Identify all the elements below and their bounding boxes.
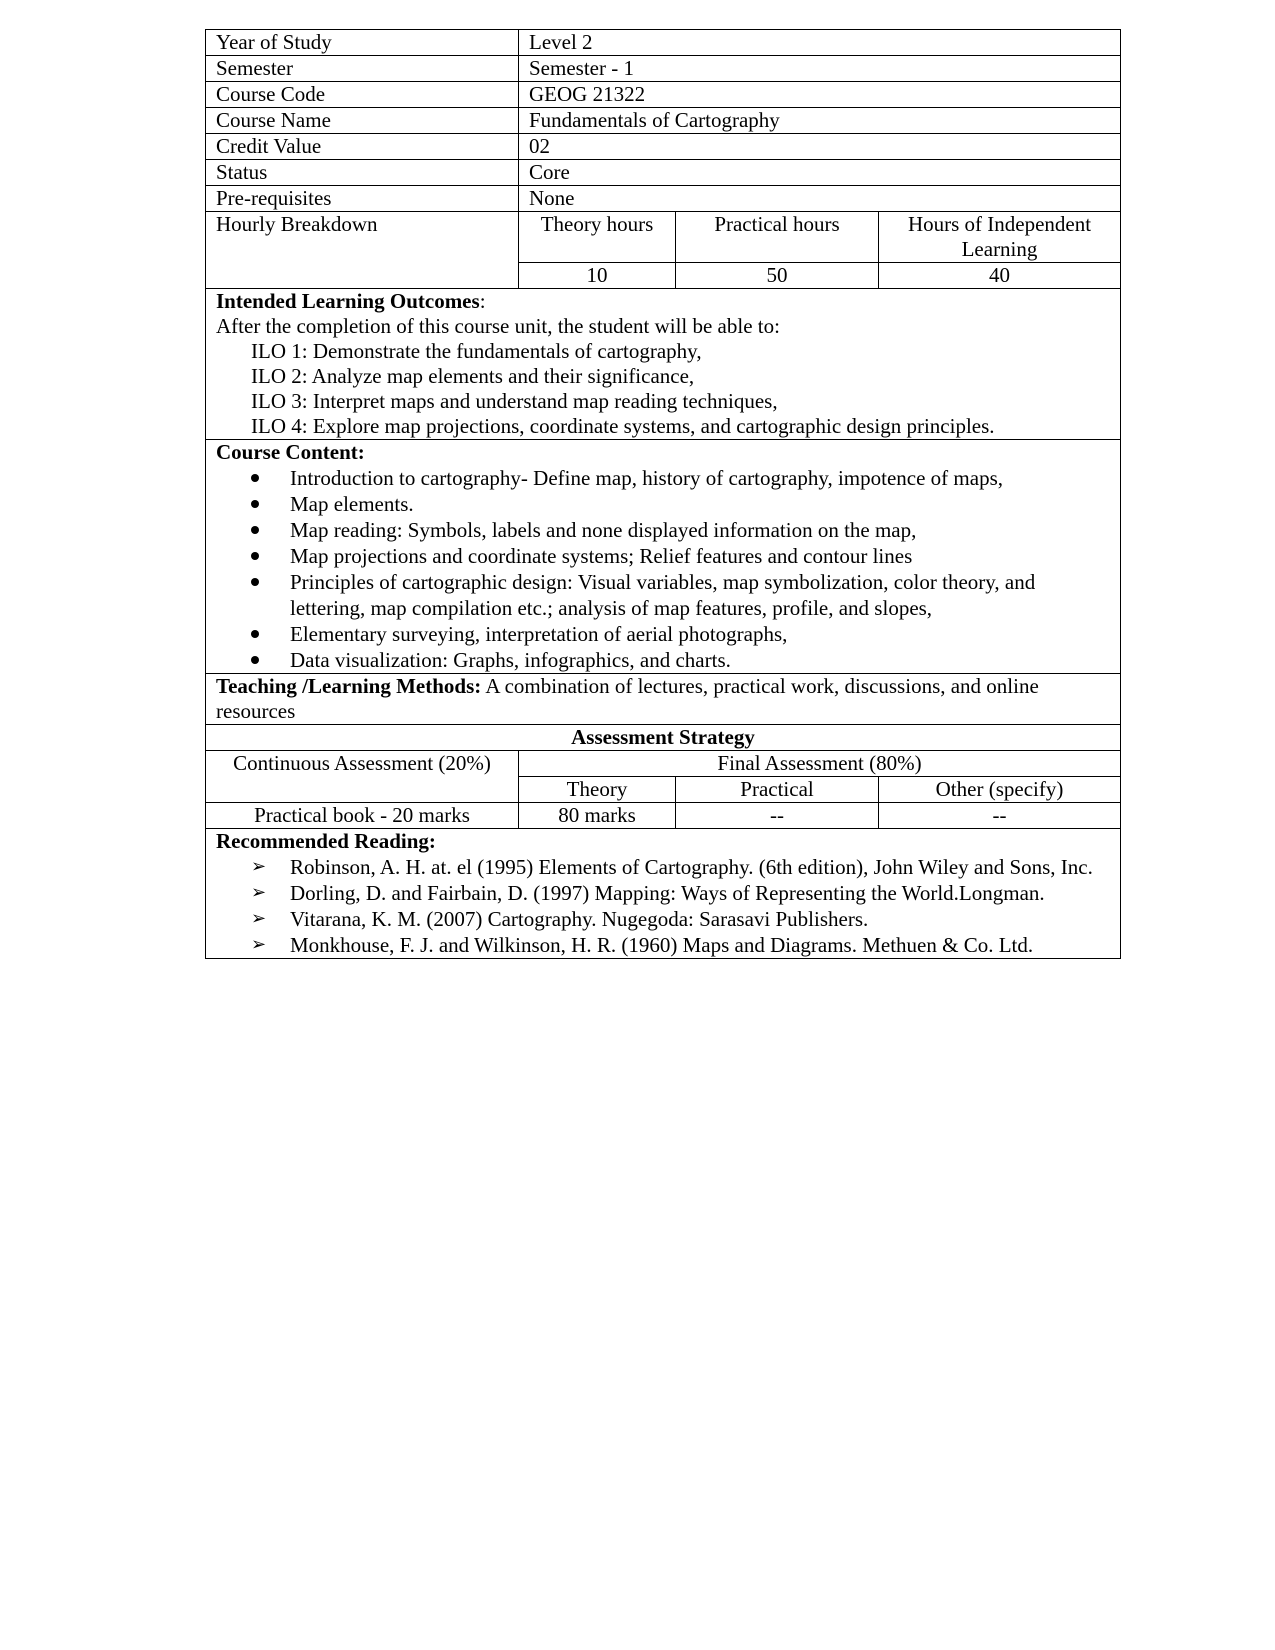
arrow-bullet-icon: ➢ [251, 934, 267, 955]
arrow-bullet-icon: ➢ [251, 856, 267, 877]
row-assessment-title [206, 725, 1121, 751]
practical-value: -- [676, 803, 879, 829]
ilo-section [206, 289, 1121, 440]
list-item [216, 906, 1110, 932]
list-item-text: Principles of cartographic design: Visual variables, map symbolization, color theory, and lettering, map compilation etc.; analysis of map features, profile, and slopes, [290, 570, 1036, 620]
list-item [216, 647, 1110, 673]
teaching-methods-label: Teaching /Learning Methods: [216, 674, 482, 698]
course-content-title: Course Content: [216, 440, 365, 464]
assessment-title: Assessment Strategy [206, 725, 1121, 751]
row-value: None [519, 186, 1121, 212]
list-item [216, 517, 1110, 543]
hourly-label: Hourly Breakdown [206, 212, 519, 289]
other-subheader: Other (specify) [879, 777, 1121, 803]
theory-hours-value: 10 [519, 263, 676, 289]
list-item-text: Elementary surveying, interpretation of aerial photographs, [290, 622, 788, 646]
independent-hours-header: Hours of Independent Learning [879, 212, 1121, 263]
bullet-icon [251, 517, 259, 543]
list-item-text: Monkhouse, F. J. and Wilkinson, H. R. (1960) Maps and Diagrams. Methuen & Co. Ltd. [290, 933, 1034, 957]
row-label: Year of Study [206, 30, 519, 56]
bullet-icon [251, 647, 259, 673]
ilo-item: ILO 3: Interpret maps and understand map reading techniques, [251, 389, 778, 413]
list-item [216, 491, 1110, 517]
course-content-list [216, 465, 1110, 673]
teaching-methods-text: A combination of lectures, practical work, discussions, and online resources [216, 674, 1039, 723]
row-teaching-methods [206, 674, 1121, 725]
ilo-item: ILO 4: Explore map projections, coordinate systems, and cartographic design principles. [251, 414, 995, 438]
arrow-bullet-icon: ➢ [251, 908, 267, 929]
row-recommended-reading [206, 829, 1121, 959]
list-item-text: Introduction to cartography- Define map, history of cartography, impotence of maps, [290, 466, 1003, 490]
reading-list [216, 854, 1110, 958]
recommended-reading-section [206, 829, 1121, 959]
row-value: 02 [519, 134, 1121, 160]
row-credit-value [206, 134, 1121, 160]
other-value: -- [879, 803, 1121, 829]
ilo-heading: Intended Learning Outcomes: [216, 289, 486, 313]
recommended-reading-title: Recommended Reading: [216, 829, 436, 853]
final-assessment-header: Final Assessment (80%) [519, 751, 1121, 777]
list-item-text: Data visualization: Graphs, infographics, and charts. [290, 648, 731, 672]
practical-hours-value: 50 [676, 263, 879, 289]
list-item [216, 569, 1110, 621]
row-course-content [206, 440, 1121, 674]
row-hourly-headers [206, 212, 1121, 263]
row-course-name [206, 108, 1121, 134]
ilo-intro: After the completion of this course unit, the student will be able to: [216, 314, 780, 338]
list-item [216, 880, 1110, 906]
list-item-text: Robinson, A. H. at. el (1995) Elements of Cartography. (6th edition), John Wiley and Sons, Inc. [290, 855, 1093, 879]
list-item [216, 543, 1110, 569]
row-assessment-headers [206, 751, 1121, 777]
list-item-text: Map elements. [290, 492, 414, 516]
list-item [216, 932, 1110, 958]
row-value: Fundamentals of Cartography [519, 108, 1121, 134]
row-label: Course Name [206, 108, 519, 134]
row-value: Level 2 [519, 30, 1121, 56]
row-status [206, 160, 1121, 186]
list-item [216, 621, 1110, 647]
row-label: Credit Value [206, 134, 519, 160]
theory-hours-header: Theory hours [519, 212, 676, 263]
theory-subheader: Theory [519, 777, 676, 803]
bullet-icon [251, 543, 259, 569]
list-item [216, 854, 1110, 880]
row-value: Semester - 1 [519, 56, 1121, 82]
list-item-text: Dorling, D. and Fairbain, D. (1997) Mapping: Ways of Representing the World.Longman. [290, 881, 1045, 905]
row-label: Semester [206, 56, 519, 82]
theory-value: 80 marks [519, 803, 676, 829]
row-course-code [206, 82, 1121, 108]
independent-hours-value: 40 [879, 263, 1121, 289]
ilo-title: Intended Learning Outcomes [216, 289, 480, 313]
ilo-item: ILO 2: Analyze map elements and their significance, [251, 364, 695, 388]
ilo-item: ILO 1: Demonstrate the fundamentals of cartography, [251, 339, 702, 363]
list-item-text: Map reading: Symbols, labels and none displayed information on the map, [290, 518, 917, 542]
row-value: Core [519, 160, 1121, 186]
teaching-methods-section [206, 674, 1121, 725]
bullet-icon [251, 465, 259, 491]
row-semester [206, 56, 1121, 82]
continuous-assessment-value: Practical book - 20 marks [206, 803, 519, 829]
row-value: GEOG 21322 [519, 82, 1121, 108]
practical-subheader: Practical [676, 777, 879, 803]
list-item-text: Map projections and coordinate systems; Relief features and contour lines [290, 544, 913, 568]
bullet-icon [251, 491, 259, 517]
course-syllabus-table [205, 29, 1121, 959]
row-label: Course Code [206, 82, 519, 108]
row-year [206, 30, 1121, 56]
row-prerequisites [206, 186, 1121, 212]
course-content-section [206, 440, 1121, 674]
row-label: Status [206, 160, 519, 186]
list-item [216, 465, 1110, 491]
arrow-bullet-icon: ➢ [251, 882, 267, 903]
continuous-assessment-header: Continuous Assessment (20%) [206, 751, 519, 803]
bullet-icon [251, 621, 259, 647]
row-label: Pre-requisites [206, 186, 519, 212]
row-ilo [206, 289, 1121, 440]
practical-hours-header: Practical hours [676, 212, 879, 263]
bullet-icon [251, 569, 259, 595]
row-assessment-values [206, 803, 1121, 829]
list-item-text: Vitarana, K. M. (2007) Cartography. Nugegoda: Sarasavi Publishers. [290, 907, 869, 931]
